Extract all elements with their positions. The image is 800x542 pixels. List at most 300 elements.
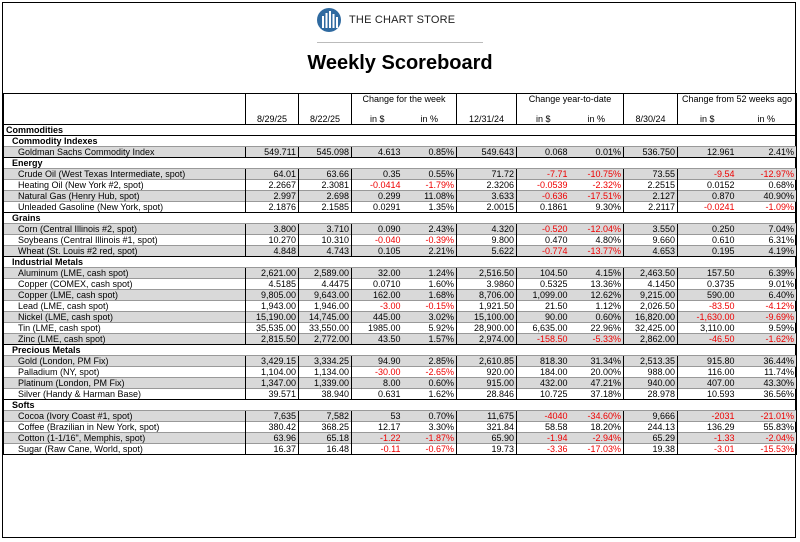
y52-change-pct: 40.90% [737, 191, 797, 202]
price-year-end: 4.320 [457, 224, 517, 235]
ytd-pct-header: in % [570, 114, 624, 125]
group-header-row [4, 213, 797, 224]
price-year-end: 3.9860 [457, 279, 517, 290]
price-prior-week: 2.3081 [299, 180, 352, 191]
week-change-dollar: 43.50 [352, 334, 403, 345]
price-52w: 32,425.00 [624, 323, 678, 334]
y52-change-pct: -1.09% [737, 202, 797, 213]
y52-change-pct: 36.56% [737, 389, 797, 400]
y52-change-dollar: 0.3735 [678, 279, 737, 290]
week-change-dollar: -30.00 [352, 367, 403, 378]
commodity-name: Corn (Central Illinois #2, spot) [4, 224, 246, 235]
ytd-change-pct: -17.51% [570, 191, 624, 202]
ytd-change-pct: -2.32% [570, 180, 624, 191]
week-change-dollar: -0.0414 [352, 180, 403, 191]
week-change-pct: 2.85% [403, 356, 457, 367]
week-change-dollar: 32.00 [352, 268, 403, 279]
ytd-change-dollar: 6,635.00 [517, 323, 570, 334]
ytd-change-dollar: 58.58 [517, 422, 570, 433]
group-header-row [4, 257, 797, 268]
y52-dollar-header: in $ [678, 114, 737, 125]
week-change-pct: 11.08% [403, 191, 457, 202]
scoreboard-table [3, 93, 797, 455]
week-change-pct: -1.87% [403, 433, 457, 444]
week-change-dollar: 0.090 [352, 224, 403, 235]
price-52w: 65.29 [624, 433, 678, 444]
week-change-dollar: 0.35 [352, 169, 403, 180]
y52-change-pct: -12.97% [737, 169, 797, 180]
y52-change-dollar: 915.80 [678, 356, 737, 367]
week-change-dollar: 8.00 [352, 378, 403, 389]
ytd-change-dollar: -7.71 [517, 169, 570, 180]
week-change-pct: 5.92% [403, 323, 457, 334]
price-prior-week: 7,582 [299, 411, 352, 422]
table-row [4, 367, 797, 378]
price-year-end: 15,100.00 [457, 312, 517, 323]
price-52w: 2,513.35 [624, 356, 678, 367]
y52-change-dollar: 0.870 [678, 191, 737, 202]
ytd-change-pct: 31.34% [570, 356, 624, 367]
date-52w: 8/30/24 [624, 114, 678, 125]
price-prior-week: 3.710 [299, 224, 352, 235]
ytd-change-pct: 1.12% [570, 301, 624, 312]
price-year-end: 8,706.00 [457, 290, 517, 301]
price-year-end: 2.0015 [457, 202, 517, 213]
price-prior-week: 3,334.25 [299, 356, 352, 367]
price-year-end: 9.800 [457, 235, 517, 246]
section-row [4, 125, 797, 136]
y52-change-dollar: -3.01 [678, 444, 737, 455]
table-row [4, 312, 797, 323]
ytd-change-pct: -5.33% [570, 334, 624, 345]
commodity-name: Coffee (Brazilian in New York, spot) [4, 422, 246, 433]
price-current: 64.01 [246, 169, 299, 180]
ytd-change-pct: -12.04% [570, 224, 624, 235]
y52-change-dollar: -46.50 [678, 334, 737, 345]
y52-change-pct: 0.68% [737, 180, 797, 191]
price-52w: 73.55 [624, 169, 678, 180]
price-prior-week: 10.310 [299, 235, 352, 246]
ytd-change-dollar: -0.0539 [517, 180, 570, 191]
price-current: 2,815.50 [246, 334, 299, 345]
price-current: 63.96 [246, 433, 299, 444]
price-prior-week: 2.1585 [299, 202, 352, 213]
week-change-pct: 1.62% [403, 389, 457, 400]
y52-change-pct: -15.53% [737, 444, 797, 455]
header-date-row [4, 114, 797, 125]
price-year-end: 65.90 [457, 433, 517, 444]
week-change-dollar: 445.00 [352, 312, 403, 323]
table-row [4, 334, 797, 345]
price-prior-week: 38.940 [299, 389, 352, 400]
y52-change-dollar: 157.50 [678, 268, 737, 279]
y52-change-pct: 36.44% [737, 356, 797, 367]
price-52w: 988.00 [624, 367, 678, 378]
ytd-change-pct: 0.01% [570, 147, 624, 158]
price-52w: 4.653 [624, 246, 678, 257]
ytd-change-pct: -34.60% [570, 411, 624, 422]
price-year-end: 2,974.00 [457, 334, 517, 345]
price-year-end: 920.00 [457, 367, 517, 378]
ytd-change-dollar: 1,099.00 [517, 290, 570, 301]
table-row [4, 378, 797, 389]
y52-change-dollar: -0.0241 [678, 202, 737, 213]
y52-change-pct: 6.39% [737, 268, 797, 279]
price-year-end: 19.73 [457, 444, 517, 455]
group-header-row [4, 136, 797, 147]
week-change-dollar: 162.00 [352, 290, 403, 301]
table-row [4, 433, 797, 444]
price-52w: 28.978 [624, 389, 678, 400]
price-52w: 244.13 [624, 422, 678, 433]
price-52w: 2,463.50 [624, 268, 678, 279]
price-prior-week: 368.25 [299, 422, 352, 433]
price-year-end: 549.643 [457, 147, 517, 158]
y52-change-dollar: 590.00 [678, 290, 737, 301]
page-title: Weekly Scoreboard [307, 52, 493, 74]
y52-change-dollar: 0.610 [678, 235, 737, 246]
price-prior-week: 545.098 [299, 147, 352, 158]
price-prior-week: 2,772.00 [299, 334, 352, 345]
commodity-name: Copper (COMEX, cash spot) [4, 279, 246, 290]
ytd-change-dollar: 0.5325 [517, 279, 570, 290]
chart-store-logo-icon [315, 7, 343, 33]
y52-group-header: Change from 52 weeks ago [678, 94, 797, 115]
group-header-row [4, 345, 797, 356]
ytd-change-pct: -2.94% [570, 433, 624, 444]
commodity-name: Lead (LME, cash spot) [4, 301, 246, 312]
commodity-name: Aluminum (LME, cash spot) [4, 268, 246, 279]
table-row [4, 202, 797, 213]
price-year-end: 2,610.85 [457, 356, 517, 367]
week-change-pct: 2.43% [403, 224, 457, 235]
price-current: 7,635 [246, 411, 299, 422]
price-current: 2,621.00 [246, 268, 299, 279]
table-row [4, 180, 797, 191]
price-year-end: 1,921.50 [457, 301, 517, 312]
y52-change-dollar: 407.00 [678, 378, 737, 389]
ytd-change-dollar: 432.00 [517, 378, 570, 389]
y52-change-pct: 6.31% [737, 235, 797, 246]
y52-change-pct: -2.04% [737, 433, 797, 444]
ytd-change-pct: -13.77% [570, 246, 624, 257]
y52-change-pct: 55.83% [737, 422, 797, 433]
week-change-pct: 1.35% [403, 202, 457, 213]
price-current: 15,190.00 [246, 312, 299, 323]
price-52w: 2.2515 [624, 180, 678, 191]
price-prior-week: 1,134.00 [299, 367, 352, 378]
ytd-group-header: Change year-to-date [517, 94, 624, 115]
price-current: 4.848 [246, 246, 299, 257]
ytd-change-dollar: 0.470 [517, 235, 570, 246]
price-current: 3.800 [246, 224, 299, 235]
y52-change-dollar: 136.29 [678, 422, 737, 433]
table-row [4, 191, 797, 202]
table-row [4, 268, 797, 279]
price-prior-week: 1,946.00 [299, 301, 352, 312]
y52-change-dollar: 3,110.00 [678, 323, 737, 334]
ytd-change-dollar: 0.1861 [517, 202, 570, 213]
week-change-dollar: 12.17 [352, 422, 403, 433]
ytd-change-pct: 22.96% [570, 323, 624, 334]
week-change-pct: 1.24% [403, 268, 457, 279]
y52-change-dollar: -9.54 [678, 169, 737, 180]
group-title: Industrial Metals [4, 257, 797, 268]
date-year-end: 12/31/24 [457, 114, 517, 125]
y52-change-pct: 2.41% [737, 147, 797, 158]
week-change-dollar: 0.105 [352, 246, 403, 257]
group-header-row [4, 400, 797, 411]
price-current: 1,347.00 [246, 378, 299, 389]
price-prior-week: 2.698 [299, 191, 352, 202]
price-52w: 2.127 [624, 191, 678, 202]
ytd-change-dollar: 184.00 [517, 367, 570, 378]
price-year-end: 28,900.00 [457, 323, 517, 334]
ytd-change-dollar: -0.774 [517, 246, 570, 257]
week-change-dollar: 0.0710 [352, 279, 403, 290]
ytd-change-pct: 9.30% [570, 202, 624, 213]
week-change-dollar: -0.040 [352, 235, 403, 246]
ytd-change-dollar: 10.725 [517, 389, 570, 400]
week-change-dollar: -3.00 [352, 301, 403, 312]
ytd-change-pct: 12.62% [570, 290, 624, 301]
price-52w: 3.550 [624, 224, 678, 235]
section-title: Commodities [4, 125, 797, 136]
week-change-dollar: 53 [352, 411, 403, 422]
week-change-dollar: 0.299 [352, 191, 403, 202]
price-52w: 9,666 [624, 411, 678, 422]
price-current: 3,429.15 [246, 356, 299, 367]
ytd-change-dollar: 818.30 [517, 356, 570, 367]
price-prior-week: 16.48 [299, 444, 352, 455]
week-change-pct: 3.30% [403, 422, 457, 433]
commodity-name: Cotton (1-1/16", Memphis, spot) [4, 433, 246, 444]
y52-change-pct: -4.12% [737, 301, 797, 312]
ytd-change-dollar: -1.94 [517, 433, 570, 444]
price-52w: 940.00 [624, 378, 678, 389]
y52-change-pct: -1.62% [737, 334, 797, 345]
y52-change-pct: -9.69% [737, 312, 797, 323]
ytd-change-pct: -10.75% [570, 169, 624, 180]
brand-divider [317, 42, 483, 43]
commodity-name: Goldman Sachs Commodity Index [4, 147, 246, 158]
ytd-change-pct: 0.60% [570, 312, 624, 323]
price-52w: 9,215.00 [624, 290, 678, 301]
y52-change-pct: 7.04% [737, 224, 797, 235]
price-year-end: 3.633 [457, 191, 517, 202]
commodity-name: Copper (LME, cash spot) [4, 290, 246, 301]
price-52w: 2,862.00 [624, 334, 678, 345]
price-current: 549.711 [246, 147, 299, 158]
price-year-end: 71.72 [457, 169, 517, 180]
price-52w: 16,820.00 [624, 312, 678, 323]
group-title: Softs [4, 400, 797, 411]
ytd-change-dollar: -3.36 [517, 444, 570, 455]
ytd-change-pct: 47.21% [570, 378, 624, 389]
y52-change-pct: 9.59% [737, 323, 797, 334]
group-title: Energy [4, 158, 797, 169]
week-change-pct: 1.60% [403, 279, 457, 290]
price-current: 2.2667 [246, 180, 299, 191]
group-title: Precious Metals [4, 345, 797, 356]
price-current: 39.571 [246, 389, 299, 400]
group-header-row [4, 158, 797, 169]
price-prior-week: 1,339.00 [299, 378, 352, 389]
week-change-pct: -2.65% [403, 367, 457, 378]
price-current: 380.42 [246, 422, 299, 433]
price-current: 1,104.00 [246, 367, 299, 378]
table-row [4, 169, 797, 180]
ytd-change-pct: 20.00% [570, 367, 624, 378]
week-change-dollar: -1.22 [352, 433, 403, 444]
ytd-dollar-header: in $ [517, 114, 570, 125]
brand-name: THE CHART STORE [349, 14, 456, 26]
ytd-change-dollar: -158.50 [517, 334, 570, 345]
ytd-change-pct: 4.15% [570, 268, 624, 279]
ytd-change-dollar: 21.50 [517, 301, 570, 312]
table-row [4, 411, 797, 422]
table-row [4, 389, 797, 400]
price-prior-week: 33,550.00 [299, 323, 352, 334]
price-prior-week: 9,643.00 [299, 290, 352, 301]
header-group-row [4, 94, 797, 115]
y52-change-pct: 9.01% [737, 279, 797, 290]
commodity-name: Natural Gas (Henry Hub, spot) [4, 191, 246, 202]
week-change-dollar: 94.90 [352, 356, 403, 367]
y52-change-pct: -21.01% [737, 411, 797, 422]
commodity-name: Sugar (Raw Cane, World, spot) [4, 444, 246, 455]
group-title: Commodity Indexes [4, 136, 797, 147]
price-current: 10.270 [246, 235, 299, 246]
y52-change-pct: 4.19% [737, 246, 797, 257]
week-change-pct: 2.21% [403, 246, 457, 257]
y52-change-dollar: 116.00 [678, 367, 737, 378]
price-prior-week: 2,589.00 [299, 268, 352, 279]
brand-header [0, 6, 800, 34]
price-prior-week: 63.66 [299, 169, 352, 180]
price-52w: 9.660 [624, 235, 678, 246]
ytd-change-pct: 4.80% [570, 235, 624, 246]
table-row [4, 301, 797, 312]
ytd-change-dollar: 104.50 [517, 268, 570, 279]
price-year-end: 11,675 [457, 411, 517, 422]
ytd-change-dollar: 90.00 [517, 312, 570, 323]
commodity-name: Nickel (LME, cash spot) [4, 312, 246, 323]
price-current: 35,535.00 [246, 323, 299, 334]
price-current: 16.37 [246, 444, 299, 455]
price-52w: 4.1450 [624, 279, 678, 290]
week-change-dollar: 4.613 [352, 147, 403, 158]
week-pct-header: in % [403, 114, 457, 125]
price-52w: 536.750 [624, 147, 678, 158]
week-change-dollar: 0.631 [352, 389, 403, 400]
y52-change-pct: 43.30% [737, 378, 797, 389]
week-change-pct: 0.55% [403, 169, 457, 180]
price-prior-week: 14,745.00 [299, 312, 352, 323]
commodity-name: Silver (Handy & Harman Base) [4, 389, 246, 400]
ytd-change-dollar: -4040 [517, 411, 570, 422]
price-current: 4.5185 [246, 279, 299, 290]
commodity-name: Cocoa (Ivory Coast #1, spot) [4, 411, 246, 422]
commodity-name: Zinc (LME, cash spot) [4, 334, 246, 345]
commodity-name: Unleaded Gasoline (New York, spot) [4, 202, 246, 213]
ytd-change-pct: 37.18% [570, 389, 624, 400]
ytd-change-dollar: -0.520 [517, 224, 570, 235]
price-prior-week: 65.18 [299, 433, 352, 444]
y52-change-dollar: 0.195 [678, 246, 737, 257]
price-52w: 2.2117 [624, 202, 678, 213]
commodity-name: Wheat (St. Louis #2 red, spot) [4, 246, 246, 257]
week-change-pct: -0.15% [403, 301, 457, 312]
week-change-dollar: -0.11 [352, 444, 403, 455]
price-52w: 2,026.50 [624, 301, 678, 312]
price-year-end: 5.622 [457, 246, 517, 257]
week-change-pct: 1.57% [403, 334, 457, 345]
price-current: 2.1876 [246, 202, 299, 213]
commodity-name: Gold (London, PM Fix) [4, 356, 246, 367]
week-change-pct: -1.79% [403, 180, 457, 191]
y52-change-dollar: -2031 [678, 411, 737, 422]
week-group-header: Change for the week [352, 94, 457, 115]
price-year-end: 321.84 [457, 422, 517, 433]
commodity-name: Palladium (NY, spot) [4, 367, 246, 378]
ytd-change-pct: 13.36% [570, 279, 624, 290]
y52-change-dollar: 10.593 [678, 389, 737, 400]
commodity-name: Platinum (London, PM Fix) [4, 378, 246, 389]
table-row [4, 246, 797, 257]
ytd-change-pct: 18.20% [570, 422, 624, 433]
table-row [4, 444, 797, 455]
commodity-name: Soybeans (Central Illinois #1, spot) [4, 235, 246, 246]
y52-change-pct: 11.74% [737, 367, 797, 378]
price-current: 2.997 [246, 191, 299, 202]
price-year-end: 915.00 [457, 378, 517, 389]
date-prior-week: 8/22/25 [299, 114, 352, 125]
y52-change-dollar: 12.961 [678, 147, 737, 158]
commodity-name: Heating Oil (New York #2, spot) [4, 180, 246, 191]
y52-change-pct: 6.40% [737, 290, 797, 301]
week-change-pct: 0.60% [403, 378, 457, 389]
week-change-dollar: 1985.00 [352, 323, 403, 334]
table-row [4, 323, 797, 334]
table-row [4, 356, 797, 367]
ytd-change-dollar: 0.068 [517, 147, 570, 158]
y52-change-dollar: -1,630.00 [678, 312, 737, 323]
table-row [4, 147, 797, 158]
group-title: Grains [4, 213, 797, 224]
y52-change-dollar: 0.0152 [678, 180, 737, 191]
price-year-end: 2,516.50 [457, 268, 517, 279]
y52-change-dollar: -83.50 [678, 301, 737, 312]
date-current: 8/29/25 [246, 114, 299, 125]
table-row [4, 235, 797, 246]
week-change-pct: -0.67% [403, 444, 457, 455]
price-year-end: 2.3206 [457, 180, 517, 191]
week-change-pct: 1.68% [403, 290, 457, 301]
table-row [4, 422, 797, 433]
price-current: 1,943.00 [246, 301, 299, 312]
price-prior-week: 4.743 [299, 246, 352, 257]
commodity-name: Tin (LME, cash spot) [4, 323, 246, 334]
week-change-pct: 0.70% [403, 411, 457, 422]
price-current: 9,805.00 [246, 290, 299, 301]
y52-change-dollar: -1.33 [678, 433, 737, 444]
week-dollar-header: in $ [352, 114, 403, 125]
week-change-pct: 3.02% [403, 312, 457, 323]
table-row [4, 224, 797, 235]
price-prior-week: 4.4475 [299, 279, 352, 290]
table-row [4, 290, 797, 301]
